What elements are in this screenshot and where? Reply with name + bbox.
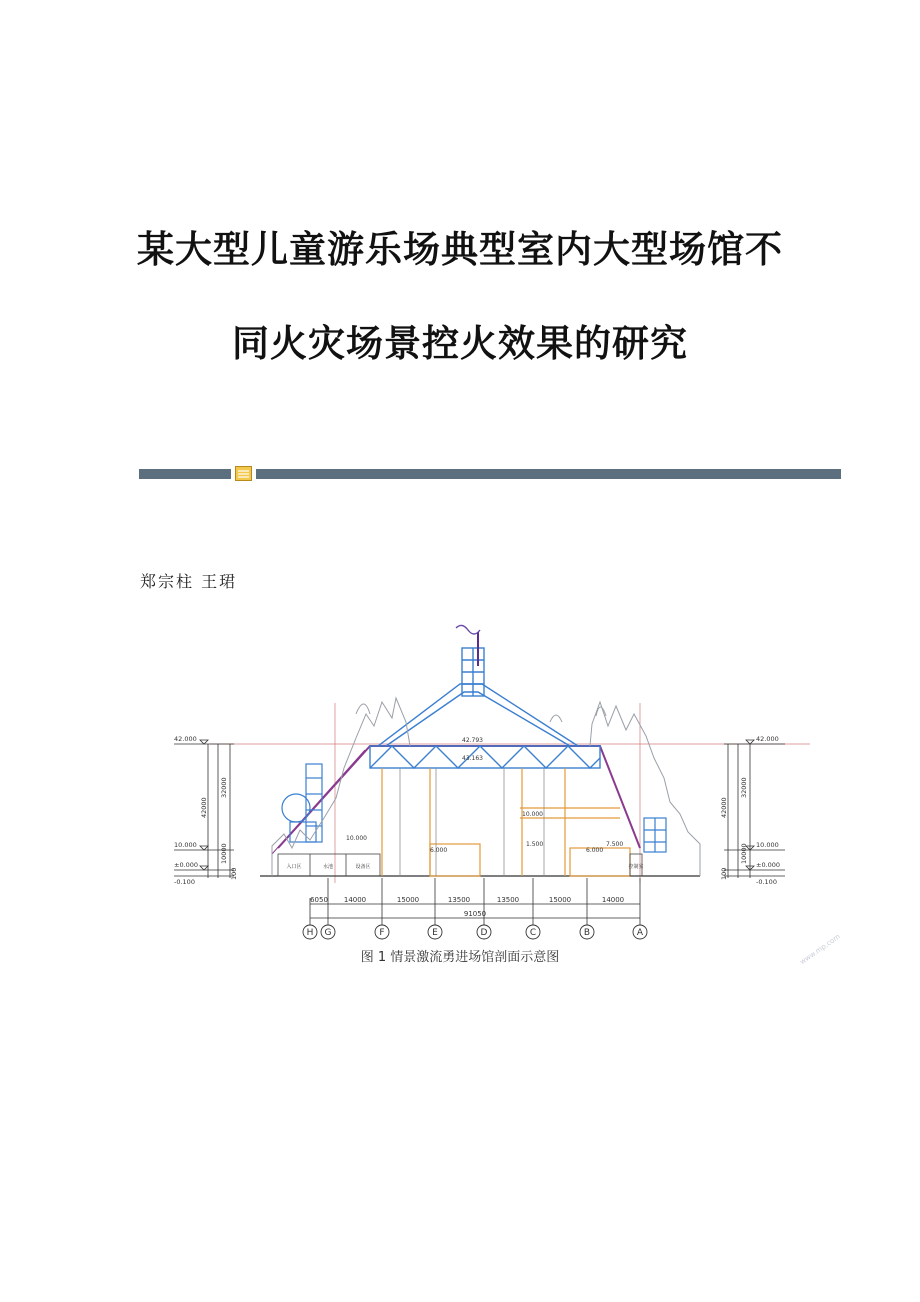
right-tower xyxy=(644,818,666,852)
title-divider-left xyxy=(139,469,231,479)
authors: 郑宗柱 王珺 xyxy=(140,572,238,591)
room-label: 设备区 xyxy=(355,864,371,870)
span-label: 15000 xyxy=(396,896,420,904)
document-title-line-2: 同火灾场景控火效果的研究 xyxy=(232,321,688,365)
span-label: 15000 xyxy=(548,896,572,904)
inner-level: 10.000 xyxy=(346,835,367,842)
inner-level: 1.500 xyxy=(526,841,544,848)
vertical-dim: 100 xyxy=(720,867,728,880)
interior-columns xyxy=(382,768,630,876)
inner-level: 6.000 xyxy=(586,847,604,854)
axis-label: C xyxy=(529,928,537,938)
inner-level: 10.000 xyxy=(522,811,543,818)
axis-label: A xyxy=(636,928,644,938)
room-label: 控制室 xyxy=(628,864,644,870)
span-label: 13500 xyxy=(496,896,520,904)
level-label: -0.100 xyxy=(756,878,777,886)
level-label: -0.100 xyxy=(174,878,195,886)
axis-markers xyxy=(303,925,647,939)
vertical-dim: 32000 xyxy=(220,777,228,798)
right-dimension-ladder xyxy=(724,740,785,878)
vertical-dim: 100 xyxy=(230,867,238,880)
axis-label: D xyxy=(480,928,488,938)
hall-section-outline xyxy=(278,746,640,848)
vertical-dim: 10000 xyxy=(220,843,228,864)
level-label: 42.000 xyxy=(756,735,779,743)
room-label: 入口区 xyxy=(286,864,302,870)
level-label: ±0.000 xyxy=(174,861,199,869)
vertical-dim: 10000 xyxy=(740,843,748,864)
roof-ornament-icon xyxy=(456,625,480,634)
right-level-labels xyxy=(756,735,780,886)
span-label: 6050 xyxy=(310,896,328,904)
axis-label: G xyxy=(324,928,332,938)
inner-level-labels xyxy=(346,737,623,854)
divider-badge-icon xyxy=(235,466,252,481)
axis-label: H xyxy=(306,928,314,938)
level-label: 10.000 xyxy=(174,841,197,849)
document-title-line-1: 某大型儿童游乐场典型室内大型场馆不 xyxy=(137,227,783,271)
inner-level: 7.500 xyxy=(606,841,624,848)
span-labels xyxy=(310,896,624,918)
inner-level: 43.163 xyxy=(462,755,483,762)
vertical-dim: 42000 xyxy=(720,797,728,818)
vertical-dim: 32000 xyxy=(740,777,748,798)
left-level-labels xyxy=(174,735,198,886)
room-label: 水池 xyxy=(322,864,334,870)
span-dimension-line xyxy=(310,878,640,930)
inner-level: 42.793 xyxy=(462,737,483,744)
span-label: 13500 xyxy=(447,896,471,904)
title-divider-right xyxy=(256,469,841,479)
room-labels xyxy=(286,863,643,870)
axis-label: F xyxy=(379,928,385,938)
axis-label: B xyxy=(583,928,591,938)
figure-caption: 图 1 情景激流勇进场馆剖面示意图 xyxy=(360,950,560,965)
decorative-rockwork xyxy=(272,698,700,876)
level-label: 10.000 xyxy=(756,841,779,849)
axis-label: E xyxy=(432,928,438,938)
roof-truss xyxy=(370,648,600,768)
span-label: 14000 xyxy=(343,896,367,904)
section-drawing xyxy=(160,618,850,970)
inner-level: 6.000 xyxy=(430,847,448,854)
watermark: www.mp.com xyxy=(798,932,842,967)
level-label: 42.000 xyxy=(174,735,197,743)
total-span-label: 91050 xyxy=(463,910,487,918)
vertical-dim: 42000 xyxy=(200,797,208,818)
span-label: 14000 xyxy=(601,896,625,904)
level-label: ±0.000 xyxy=(756,861,781,869)
